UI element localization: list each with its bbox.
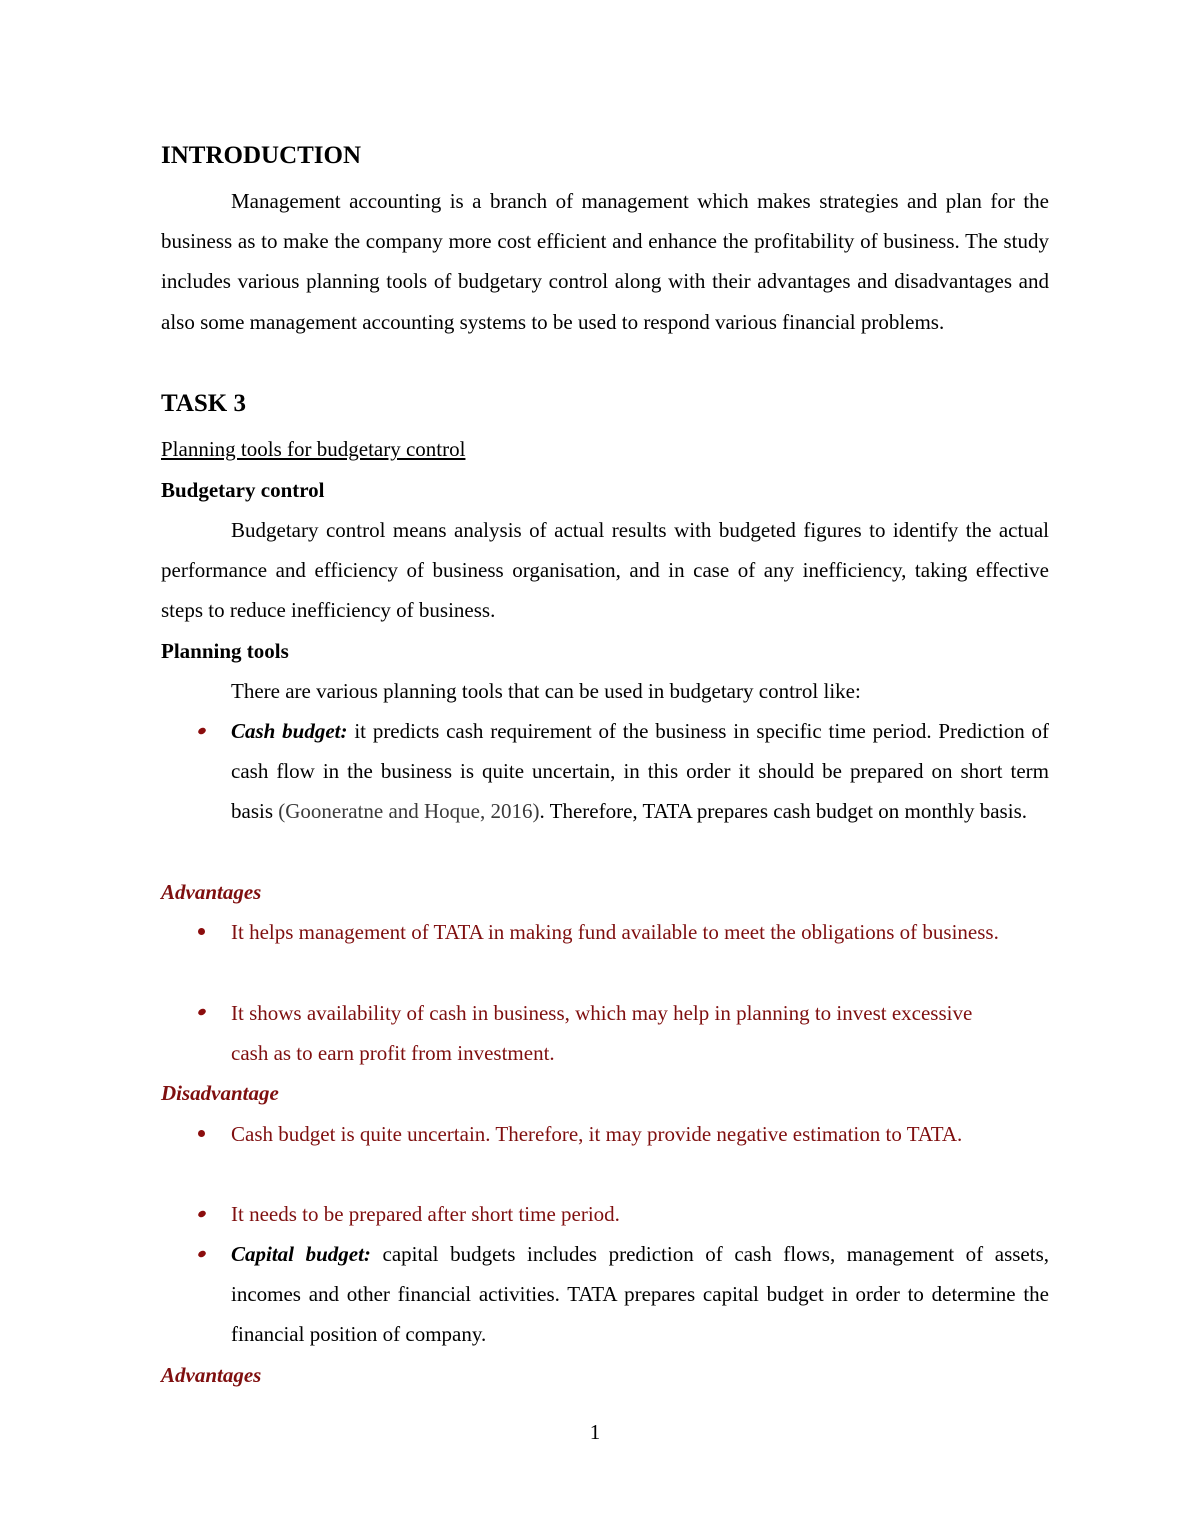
page-number: 1: [589, 1420, 601, 1444]
bullet-icon: [197, 726, 207, 735]
cash-budget-term: Cash budget:: [231, 719, 348, 743]
cash-disadvantage-item: Cash budget is quite uncertain. Therefore, it may provide negative estimation to TATA.: [231, 1122, 963, 1146]
cash-advantage-item: It helps management of TATA in making fund available to meet the obligations of business.: [231, 920, 999, 944]
task3-heading: TASK 3: [161, 390, 246, 417]
bullet-icon: [197, 1209, 207, 1218]
introduction-paragraph: Management accounting is a branch of management which makes strategies and plan for the business as to make the company more cost efficient and enhance the profitability of business. The study includes various planning tools of budgetary control along with their advantages and disadvantages and also some management accounting systems to be used to respond various financial problems.: [161, 189, 1049, 334]
planning-tools-intro: There are various planning tools that can be used in budgetary control like:: [231, 679, 861, 703]
cash-advantages-title: Advantages: [161, 880, 262, 904]
bullet-icon: [197, 1007, 207, 1016]
introduction-heading: INTRODUCTION: [161, 142, 362, 169]
capital-budget-text: capital budgets includes prediction of cash flows, management of assets, incomes and other financial activities. TATA prepares capital budget in order to determine the financial position of company.: [231, 1242, 1049, 1347]
capital-budget-term: Capital budget:: [231, 1242, 371, 1266]
cash-budget-text-end: . Therefore, TATA prepares cash budget on monthly basis.: [539, 799, 1027, 824]
budgetary-control-paragraph: Budgetary control means analysis of actual results with budgeted figures to identify the actual performance and efficiency of business organisation, and in case of any inefficiency, taking effective steps to reduce inefficiency of business.: [161, 518, 1049, 623]
capital-budget-item: [231, 1234, 1049, 1355]
bullet-icon: [197, 1249, 207, 1258]
planning-tools-title: Planning tools: [161, 639, 289, 663]
cash-disadvantage-title: Disadvantage: [161, 1081, 279, 1105]
cash-budget-citation: (Gooneratne and Hoque, 2016): [278, 799, 540, 824]
capital-advantages-title: Advantages: [161, 1363, 262, 1387]
cash-budget-item: [231, 711, 1049, 832]
bullet-icon: [198, 1130, 205, 1137]
cash-budget-text: it predicts cash requirement of the business in specific time period. Prediction of cash flow in the business is quite uncertain, in this order it should be prepared on short term basis: [231, 719, 1050, 824]
cash-disadvantage-item: It needs to be prepared after short time period.: [231, 1202, 620, 1226]
task3-subheading: Planning tools for budgetary control: [161, 437, 466, 461]
budgetary-control-title: Budgetary control: [161, 478, 325, 502]
bullet-icon: [198, 928, 205, 935]
cash-advantage-item: It shows availability of cash in business, which may help in planning to invest excessive cash as to earn profit from investment.: [231, 1001, 973, 1066]
